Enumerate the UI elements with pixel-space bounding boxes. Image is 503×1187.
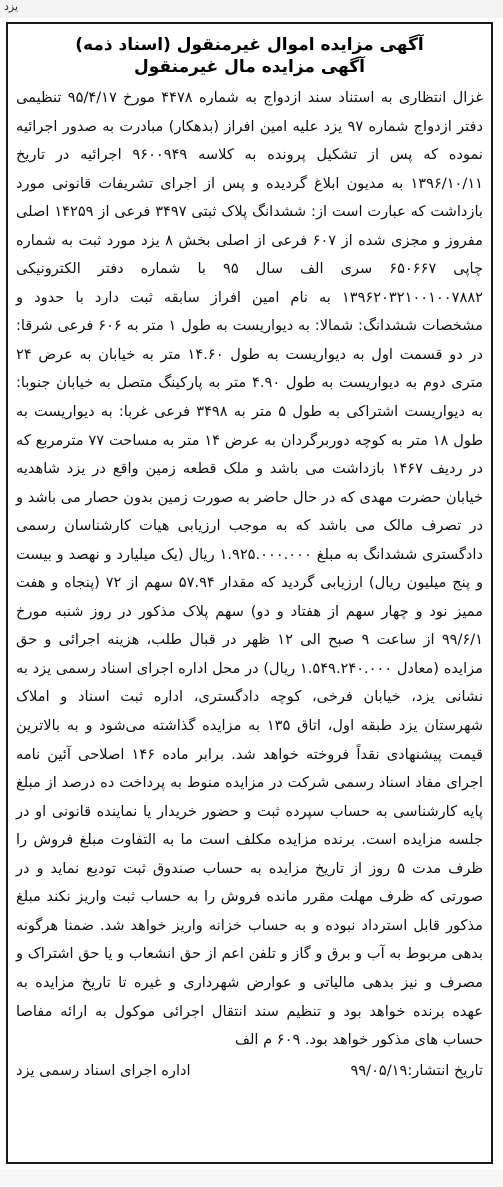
notice-title: آگهی مزایده اموال غیرمنقول (اسناد ذمه) xyxy=(75,35,424,55)
notice-subtitle: آگهی مزایده مال غیرمنقول xyxy=(134,57,365,77)
bottom-strip xyxy=(0,1170,503,1187)
notice-content xyxy=(16,28,483,1158)
notice-footer xyxy=(16,1057,483,1085)
issuer-name: اداره اجرای اسناد رسمی یزد xyxy=(16,1061,191,1079)
notice-body: غزال انتظاری به استناد سند ازدواج به شماره ۴۴۷۸ مورخ ۹۵/۴/۱۷ تنظیمی دفتر ازدواج شماره ۹۷ یزد علیه امین افراز (بدهکار) مبادرت به صدور اجرائیه نموده که پس از تشکیل پرونده به کلاسه ۹۶۰۰۹۴۹ اجرائیه در تاریخ ۱۳۹۶/۱۰/۱۱ به مدیون ابلاغ گردیده و پس از اجرای تشریفات قانونی مورد بازداشت که عبارت است از: ششدانگ پلاک ثبتی ۳۴۹۷ فرعی از ۱۴۲۵۹ اصلی مفروز و مجزی شده از ۶۰۷ فرعی از اصلی بخش ۸ یزد مورد ثبت به شماره چاپی ۶۵۰۶۶۷ سری الف سال ۹۵ با شماره دفتر الکترونیکی ۱۳۹۶۲۰۳۲۱۰۰۱۰۰۷۸۸۲ به نام امین افراز سابقه ثبت دارد با حدود و مشخصات ششدانگ: شمالا: به دیواریست به طول ۱ متر به ۶۰۶ فرعی شرقا: در دو قسمت اول به دیواریست به طول ۱۴.۶۰ متر به خیابان به عرض ۲۴ متری دوم به دیواریست به طول ۴.۹۰ متر به پارکینگ متصل به خیابان جنوبا: به دیواریست اشتراکی به طول ۵ متر به ۳۴۹۸ فرعی غربا: به دیواریست به طول ۱۸ متر به کوچه دوربرگردان به عرض ۱۴ متر به مساحت ۷۷ مترمربع که در ردیف ۱۴۶۷ بازداشت می باشد و ملک قطعه زمین واقع در یزد شاهدیه خیابان حضرت مهدی که در حال حاضر به صورت زمین بدون حصار می باشد و در تصرف مالک می باشد که به موجب ارزیابی هیات کارشناسان رسمی دادگستری ششدانگ به مبلغ ۱.۹۲۵.۰۰۰.۰۰۰ ریال (یک میلیارد و نهصد و بیست و پنج میلیون ریال) ارزیابی گردید که مقدار ۵۷.۹۴ سهم از ۷۲ (پنجاه و هفت ممیز نود و چهار سهم از هفتاد و دو) سهم پلاک مذکور در روز شنبه مورخ ۹۹/۶/۱ از ساعت ۹ صبح الی ۱۲ ظهر در قبال طلب، هزینه اجرائی و حق مزایده (معادل ۱.۵۴۹.۲۴۰.۰۰۰ ریال) در محل اداره اجرای اسناد رسمی یزد به نشانی یزد، خیابان فرخی، کوچه دادگستری، اداره ثبت اسناد و املاک شهرستان یزد طبقه اول، اتاق ۱۳۵ به مزایده گذاشته می‌شود و به بالاترین قیمت پیشنهادی نقداً فروخته خواهد شد. برابر ماده ۱۴۶ اصلاحی آئین نامه اجرای مفاد اسناد رسمی شرکت در مزایده منوط به پرداخت ده درصد از مبلغ پایه کارشناسی به حساب سپرده ثبت و حضور خریدار یا نماینده قانونی او در جلسه مزایده است. برنده مزایده مکلف است ما به التفاوت مبلغ فروش را ظرف مدت ۵ روز از تاریخ مزایده به حساب صندوق ثبت تودیع نماید و در صورتی که ظرف مهلت مقرر مانده فروش را به حساب ثبت واریز نکند مبلغ مذکور قابل استرداد نبوده و به حساب خزانه واریز خواهد شد. ضمنا هرگونه بدهی مربوط به آب و برق و گاز و تلفن اعم از حق انشعاب و یا حق اشتراک و مصرف و نیز بدهی مالیاتی و عوارض شهرداری و غیره تا تاریخ مزایده به عهده برنده خواهد بود و تنظیم سند انتقال اجرائی موکول به ارائه مفاصا حساب های مذکور خواهد بود. ۶۰۹ م الف xyxy=(16,89,483,1049)
top-strip xyxy=(0,0,503,18)
publish-date: تاریخ انتشار:۹۹/۰۵/۱۹ xyxy=(350,1061,483,1079)
corner-text: یزد xyxy=(4,0,19,13)
notice-frame xyxy=(6,22,493,1164)
